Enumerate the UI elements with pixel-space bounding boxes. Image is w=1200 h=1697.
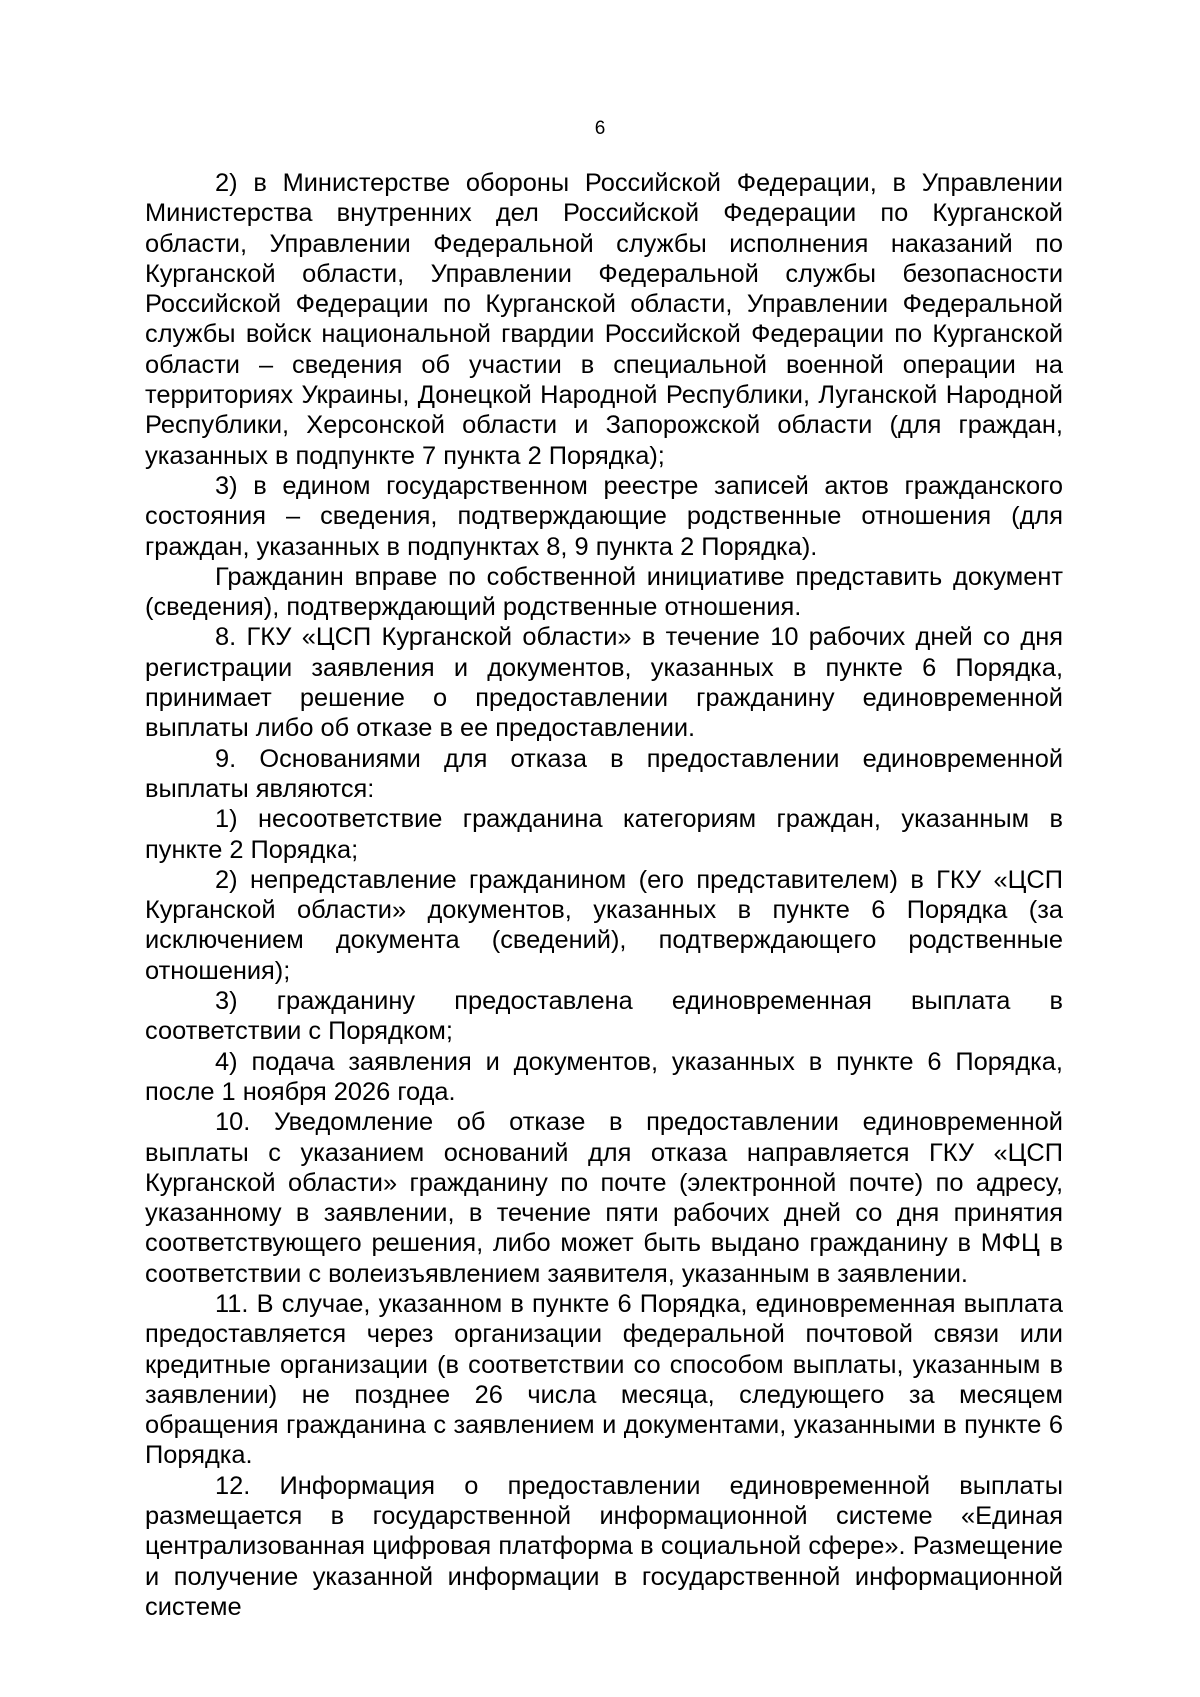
paragraph-item-9-sub-4: 4) подача заявления и документов, указанных в пункте 6 Порядка, после 1 ноября 2026 года. bbox=[145, 1047, 1063, 1106]
paragraph-subitem-2-defense-ministry: 2) в Министерстве обороны Российской Федерации, в Управлении Министерства внутренних дел Российской Федерации по Курганской области, Управлении Федеральной службы исполнения наказаний по Курганской области, Управлении Федеральной службы безопасности Российской Федерации по Курганской области, Управлении Федеральной службы войск национальной гвардии Российской Федерации по Курганской области – сведения об участии в специальной военной операции на территориях Украины, Донецкой Народной Республики, Луганской Народной Республики, Херсонской области и Запорожской области (для граждан, указанных в подпункте 7 пункта 2 Порядка); bbox=[145, 169, 1063, 470]
paragraph-item-9-sub-2: 2) непредставление гражданином (его представителем) в ГКУ «ЦСП Курганской области» документов, указанных в пункте 6 Порядка (за исключением документа (сведений), подтверждающего родственные отношения); bbox=[145, 865, 1063, 985]
paragraph-citizen-right: Гражданин вправе по собственной инициативе представить документ (сведения), подтверждающий родственные отношения. bbox=[145, 562, 1063, 622]
paragraph-item-9-sub-3: 3) гражданину предоставлена единовременная выплата в соответствии с Порядком; bbox=[145, 987, 1063, 1046]
paragraph-item-10: 10. Уведомление об отказе в предоставлении единовременной выплаты с указанием оснований для отказа направляется ГКУ «ЦСП Курганской области» гражданину по почте (электронной почте) по адресу, указанному в заявлении, в течение пяти рабочих дней со дня принятия соответствующего решения, либо может быть выдано гражданину в МФЦ в соответствии с волеизъявлением заявителя, указанным в заявлении. bbox=[145, 1108, 1063, 1288]
paragraph-item-11: 11. В случае, указанном в пункте 6 Порядка, единовременная выплата предоставляется через организации федеральной почтовой связи или кредитные организации (в соответствии со способом выплаты, указанным в заявлении) не позднее 26 числа месяца, следующего за месяцем обращения гражданина с заявлением и документами, указанными в пункте 6 Порядка. bbox=[145, 1289, 1063, 1470]
paragraph-item-9-sub-1: 1) несоответствие гражданина категориям граждан, указанным в пункте 2 Порядка; bbox=[145, 805, 1063, 864]
document-body bbox=[145, 168, 1063, 1622]
paragraph-item-12: 12. Информация о предоставлении единовременной выплаты размещается в государственной информационной системе «Единая централизованная цифровая платформа в социальной сфере». Размещение и получение указанной информации в государственной информационной системе bbox=[145, 1471, 1063, 1621]
paragraph-item-9: 9. Основаниями для отказа в предоставлении единовременной выплаты являются: bbox=[145, 744, 1063, 803]
paragraph-item-8: 8. ГКУ «ЦСП Курганской области» в течение 10 рабочих дней со дня регистрации заявления и документов, указанных в пункте 6 Порядка, принимает решение о предоставлении гражданину единовременной выплаты либо об отказе в ее предоставлении. bbox=[145, 623, 1063, 743]
paragraph-subitem-3-civil-registry: 3) в едином государственном реестре записей актов гражданского состояния – сведения, подтверждающие родственные отношения (для граждан, указанных в подпунктах 8, 9 пункта 2 Порядка). bbox=[145, 471, 1063, 561]
page-number: 6 bbox=[594, 118, 606, 139]
